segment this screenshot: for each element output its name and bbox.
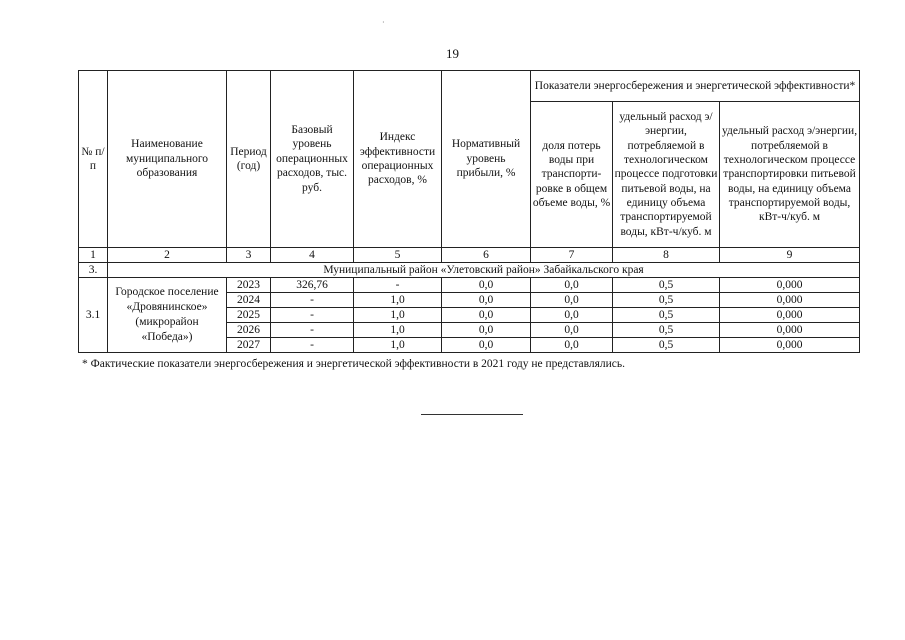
cell-water-loss: 0,0: [531, 278, 613, 293]
table-row: [79, 278, 860, 293]
cell-energy-preparation: 0,5: [613, 293, 720, 308]
cell-opex-index: 1,0: [354, 338, 442, 353]
section-title: Муниципальный район «Улетовский район» Забайкальского края: [108, 263, 860, 278]
header-number: № п/п: [79, 71, 108, 248]
cell-water-loss: 0,0: [531, 293, 613, 308]
cell-energy-preparation: 0,5: [613, 278, 720, 293]
entity-number: 3.1: [79, 278, 108, 353]
cell-energy-transport: 0,000: [720, 323, 860, 338]
header-opex-index: Индекс эффективности операционных расходов, %: [354, 71, 442, 248]
cell-opex-index: 1,0: [354, 323, 442, 338]
tariff-table: [78, 70, 860, 353]
cell-energy-preparation: 0,5: [613, 338, 720, 353]
cell-energy-preparation: 0,5: [613, 308, 720, 323]
column-number: 2: [108, 248, 227, 263]
header-period: Период (год): [227, 71, 271, 248]
header-energy-preparation: удельный расход э/энергии, потребляемой в технологическом процессе подготовки питьевой воды, на единицу объема транспортируемой воды, кВт-ч/куб. м: [613, 102, 720, 248]
cell-energy-transport: 0,000: [720, 338, 860, 353]
cell-year: 2026: [227, 323, 271, 338]
cell-profit-level: 0,0: [442, 308, 531, 323]
footnote: * Фактические показатели энергосбережения и энергетической эффективности в 2021 году не представлялись.: [82, 358, 626, 370]
header-municipality: Наименование муниципального образования: [108, 71, 227, 248]
column-number: 6: [442, 248, 531, 263]
column-number: 5: [354, 248, 442, 263]
header-water-loss: доля потерь воды при транспорти-ровке в общем объеме воды, %: [531, 102, 613, 248]
column-number: 4: [271, 248, 354, 263]
cell-profit-level: 0,0: [442, 278, 531, 293]
header-base-opex: Базовый уровень операционных расходов, тыс. руб.: [271, 71, 354, 248]
column-number: 7: [531, 248, 613, 263]
scan-dot: ·: [382, 18, 385, 27]
cell-opex-index: 1,0: [354, 308, 442, 323]
cell-energy-transport: 0,000: [720, 293, 860, 308]
cell-year: 2025: [227, 308, 271, 323]
cell-year: 2024: [227, 293, 271, 308]
column-number: 3: [227, 248, 271, 263]
header-energy-group: Показатели энергосбережения и энергетической эффективности*: [531, 71, 860, 102]
cell-year: 2023: [227, 278, 271, 293]
page-number: 19: [446, 46, 459, 61]
cell-opex-index: -: [354, 278, 442, 293]
cell-base-opex: 326,76: [271, 278, 354, 293]
cell-energy-preparation: 0,5: [613, 323, 720, 338]
header-energy-transport: удельный расход э/энергии, потребляемой в технологическом процессе транспортировки питьевой воды, на единицу объема транспортируемой воды, кВт-ч/куб. м: [720, 102, 860, 248]
cell-base-opex: -: [271, 323, 354, 338]
cell-water-loss: 0,0: [531, 338, 613, 353]
cell-water-loss: 0,0: [531, 323, 613, 338]
column-number: 9: [720, 248, 860, 263]
section-number: 3.: [79, 263, 108, 278]
cell-water-loss: 0,0: [531, 308, 613, 323]
entity-name: Городское поселение «Дровянинское» (микрорайон «Победа»): [108, 278, 227, 353]
cell-base-opex: -: [271, 293, 354, 308]
cell-profit-level: 0,0: [442, 323, 531, 338]
column-number: 1: [79, 248, 108, 263]
cell-profit-level: 0,0: [442, 338, 531, 353]
cell-profit-level: 0,0: [442, 293, 531, 308]
cell-base-opex: -: [271, 338, 354, 353]
cell-base-opex: -: [271, 308, 354, 323]
cell-energy-transport: 0,000: [720, 308, 860, 323]
cell-year: 2027: [227, 338, 271, 353]
cell-opex-index: 1,0: [354, 293, 442, 308]
cell-energy-transport: 0,000: [720, 278, 860, 293]
header-profit-level: Нормативный уровень прибыли, %: [442, 71, 531, 248]
column-number: 8: [613, 248, 720, 263]
end-rule: [421, 414, 523, 415]
